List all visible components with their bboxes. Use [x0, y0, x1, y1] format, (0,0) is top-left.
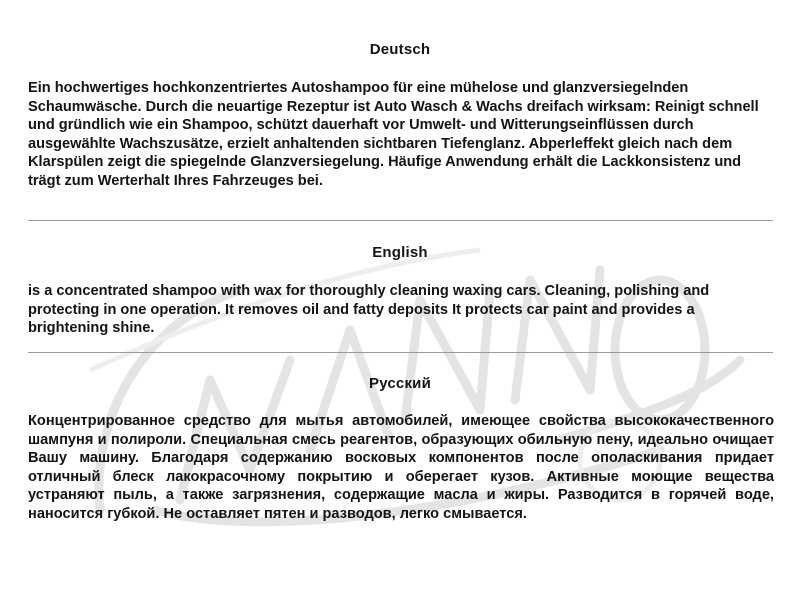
section-title-deutsch: Deutsch — [369, 41, 431, 58]
section-text-russian: Концентрированное средство для мытья автомобилей, имеющее свойства высококачественного шампуня и полироли. Специальная смесь реагентов, образующих обильную пену, идеально очищает Вашу машину. Благодаря содержанию восковых компонентов после ополаскивания придает отличный блеск лакокрасочному покрытию и оберегает кузов. Активные моющие вещества устраняют пыль, а также загрязнения, содержащие масла и жиры. Разводится в горячей воде, наносится губкой. Не оставляет пятен и разводов, легко смывается. — [28, 413, 774, 522]
section-text-deutsch: Ein hochwertiges hochkonzentriertes Autoshampoo für eine mühelose und glanzversiegelnden Schaumwäsche. Durch die neuartige Rezeptur ist Auto Wasch & Wachs dreifach wirksam: Reinigt schnell und gründlich wie ein Shampoo, schützt dauerhaft vor Umwelt- und Witterungseinflüssen durch ausgewählte Wachszusätze, erzielt anhaltenden sichtbaren Tiefenglanz. Abperleffekt gleich nach dem Klarspülen zeigt die spiegelnde Glanzversiegelung. Häufige Anwendung erhält die Lackkonsistenz und trägt zum Werterhalt Ihres Fahrzeuges bei. — [28, 80, 759, 189]
section-divider — [28, 352, 773, 353]
section-divider — [28, 220, 773, 221]
section-title-english: English — [372, 244, 428, 261]
section-title-russian: Русский — [368, 375, 431, 392]
section-text-english: is a concentrated shampoo with wax for thoroughly cleaning waxing cars. Cleaning, polishing and protecting in one operation. It removes oil and fatty deposits It protects car paint and provides a brightening shine. — [28, 283, 710, 337]
